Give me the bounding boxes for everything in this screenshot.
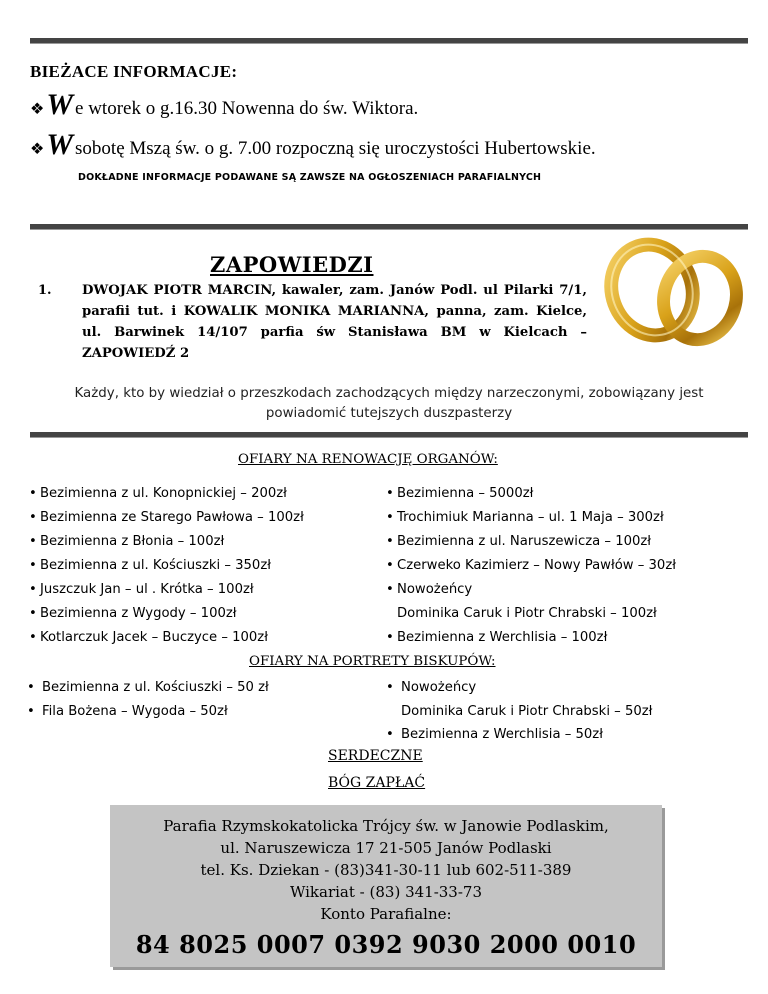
info-line-text: e wtorek o g.16.30 Nowenna do św. Wiktora.	[75, 98, 419, 119]
list-item: • Juszczuk Jan – ul . Krótka – 100zł	[40, 578, 304, 602]
list-item: • Bezimienna z Werchlisia – 50zł	[397, 723, 652, 747]
footer-phone: tel. Ks. Dziekan - (83)341-30-11 lub 602-511-389	[200, 861, 572, 879]
section-rule	[30, 432, 748, 438]
wedding-rings-icon	[600, 232, 750, 347]
banns-text: DWOJAK PIOTR MARCIN, kawaler, zam. Janów Podl. ul Pilarki 7/1, parafii tut. i KOWALIK MONIKA MARIANNA, panna, zam. Kielce, ul. Barwinek 14/107 parfia św Stanisława BM w Kielcach – ZAPOWIEDŹ 2	[82, 283, 587, 361]
drop-cap: W	[46, 128, 74, 161]
info-note: DOKŁADNE INFORMACJE PODAWANE SĄ ZAWSZE NA OGŁOSZENIACH PARAFIALNYCH	[78, 172, 542, 183]
footer-address: ul. Naruszewicza 17 21-505 Janów Podlaski	[220, 839, 552, 857]
banns-title: ZAPOWIEDZI	[210, 252, 374, 277]
list-item: • Bezimienna z Błonia – 100zł	[40, 530, 304, 554]
list-item: Dominika Caruk i Piotr Chrabski – 50zł	[401, 703, 653, 719]
list-item: • Bezimienna z ul. Naruszewicza – 100zł	[397, 530, 676, 554]
list-item: • Bezimienna z ul. Konopnickiej – 200zł	[40, 482, 304, 506]
list-item: • Bezimienna z Werchlisia – 100zł	[397, 626, 676, 650]
footer-vicariate-phone: Wikariat - (83) 341-33-73	[289, 883, 483, 901]
bishops-donations-right	[397, 676, 652, 747]
parish-footer	[110, 805, 662, 967]
organ-donations-right	[397, 482, 676, 650]
footer-account-label: Konto Parafialne:	[320, 905, 452, 923]
drop-cap: W	[46, 88, 74, 121]
list-item: • Bezimienna z Wygody – 100zł	[40, 602, 304, 626]
list-item: • Fila Bożena – Wygoda – 50zł	[38, 700, 269, 724]
diamond-bullet-icon: ❖	[30, 141, 45, 158]
organ-donations-left	[40, 482, 304, 650]
organ-donations-title: OFIARY NA RENOWACJĘ ORGANÓW:	[238, 452, 498, 467]
banns-number: 1.	[38, 283, 52, 298]
list-item: • Bezimienna ze Starego Pawłowa – 100zł	[40, 506, 304, 530]
top-rule	[30, 38, 748, 44]
info-line-2	[30, 128, 596, 162]
list-item: • Bezimienna z ul. Kościuszki – 50 zł	[38, 676, 269, 700]
banns-note-line-1: Każdy, kto by wiedział o przeszkodach zachodzących między narzeczonymi, zobowiązany jest	[74, 386, 704, 401]
footer-account-number: 84 8025 0007 0392 9030 2000 0010	[135, 930, 637, 959]
list-item: • Bezimienna z ul. Kościuszki – 350zł	[40, 554, 304, 578]
footer-parish-name: Parafia Rzymskokatolicka Trójcy św. w Janowie Podlaskim,	[163, 817, 609, 835]
info-title: BIEŻACE INFORMACJE:	[30, 62, 238, 81]
bishops-donations-left	[38, 676, 269, 723]
diamond-bullet-icon: ❖	[30, 101, 45, 118]
list-item: • Nowożeńcy	[397, 578, 676, 602]
thanks-line-2: BÓG ZAPŁAĆ	[328, 775, 426, 791]
list-item: Dominika Caruk i Piotr Chrabski – 100zł	[397, 606, 657, 621]
list-item: • Bezimienna – 5000zł	[397, 482, 676, 506]
banns-note-line-2: powiadomić tutejszych duszpasterzy	[265, 406, 513, 421]
banns-note	[30, 384, 748, 424]
list-item: • Trochimiuk Marianna – ul. 1 Maja – 300zł	[397, 506, 676, 530]
info-line-text: sobotę Mszą św. o g. 7.00 rozpoczną się uroczystości Hubertowskie.	[75, 138, 596, 159]
section-rule	[30, 224, 748, 230]
bishops-donations-title: OFIARY NA PORTRETY BISKUPÓW:	[249, 654, 496, 669]
list-item: • Nowożeńcy	[397, 676, 652, 700]
thanks-line-1: SERDECZNE	[328, 748, 423, 764]
info-line-1	[30, 88, 418, 122]
list-item: • Czerweko Kazimierz – Nowy Pawłów – 30zł	[397, 554, 676, 578]
list-item: • Kotlarczuk Jacek – Buczyce – 100zł	[40, 626, 304, 650]
